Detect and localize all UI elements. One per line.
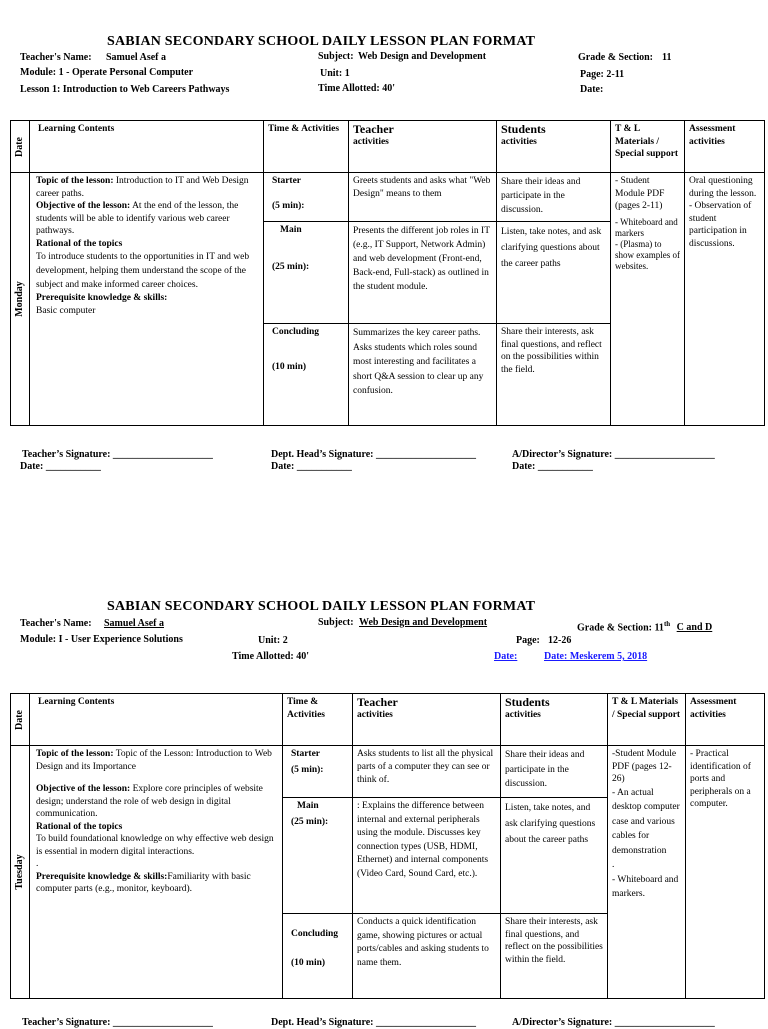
- plan2-module: Module: I - User Experience Solutions: [20, 634, 183, 645]
- plan1-subject-label: Subject:: [318, 51, 354, 62]
- teacher-activity: Asks students to list all the physical parts of a computer they can see or think of.: [353, 746, 501, 798]
- assessment-header: Assessment activities: [685, 121, 765, 173]
- plan2-title: SABIAN SECONDARY SCHOOL DAILY LESSON PLAN FORMAT: [107, 599, 536, 614]
- time-cell: Concluding (10 min): [264, 324, 349, 426]
- time-cell: Main (25 min):: [283, 798, 353, 914]
- plan2-teacher-label: Teacher's Name:: [20, 618, 92, 629]
- teacher-activities-header: Teacher activities: [349, 121, 497, 173]
- teacher-activity: Greets students and asks what "Web Design" means to them: [349, 173, 497, 222]
- plan1-grade: 11: [662, 52, 672, 63]
- plan1-subject: Web Design and Development: [358, 51, 487, 62]
- plan1-dept-signature: Dept. Head’s Signature: ____________________: [271, 449, 476, 460]
- day-cell: Tuesday: [11, 746, 30, 999]
- teacher-activity: Summarizes the key career paths. Asks students which roles sound most interesting and facilitates a short Q&A session to clear up any confusion.: [349, 324, 497, 426]
- plan2-row-starter: [11, 746, 765, 798]
- plan1-dept-sign-date: Date: ___________: [271, 461, 352, 472]
- students-activities-header: Students activities: [501, 694, 608, 746]
- plan2-teacher-signature: Teacher’s Signature: ____________________: [22, 1017, 213, 1028]
- plan1-grade-label: Grade & Section:: [578, 52, 653, 63]
- day-cell: Monday: [11, 173, 30, 426]
- learning-contents: Topic of the lesson: Introduction to IT and Web Design career paths. Objective of the lesson: At the end of the lesson, the students will be able to identify various web career pathways. Rational of the topics To introduce students to the opportunities in IT and web development, helping them understand the scope of the subject and make informed career choices. Prerequisite knowledge & skills: Basic computer: [30, 173, 264, 426]
- plan2-dept-signature: Dept. Head’s Signature: ____________________: [271, 1017, 476, 1028]
- teacher-activity: Presents the different job roles in IT (e.g., IT Support, Network Admin) and web development (Front-end, Back-end, Full-stack) as outlined in the student module.: [349, 222, 497, 324]
- assessment-header: Assessment activities: [686, 694, 765, 746]
- student-activity: Listen, take notes, and ask clarifying questions about the career paths: [497, 222, 611, 324]
- tl-materials: - Student Module PDF (pages 2-11) - Whiteboard and markers - (Plasma) to show examples of websites.: [611, 173, 685, 426]
- plan2-date-label: Date:: [494, 651, 518, 662]
- time-cell: Starter (5 min):: [283, 746, 353, 798]
- plan2-page: 12-26: [548, 635, 572, 646]
- plan2-unit: Unit: 2: [258, 635, 288, 646]
- plan1-unit: Unit: 1: [320, 68, 350, 79]
- plan1-title: SABIAN SECONDARY SCHOOL DAILY LESSON PLAN FORMAT: [107, 34, 536, 49]
- plan2-grade: Grade & Section: 11th C and D: [577, 620, 713, 634]
- teacher-activity: Conducts a quick identification game, showing pictures or actual ports/cables and asking students to name them.: [353, 914, 501, 999]
- plan2-header-row: [11, 694, 765, 746]
- date-header: Date: [11, 694, 30, 746]
- date-header: Date: [11, 121, 30, 173]
- time-cell: Concluding (10 min): [283, 914, 353, 999]
- plan2-subject-label: Subject:: [318, 617, 354, 628]
- plan1-teacher-name: Samuel Asef a: [106, 52, 166, 63]
- teacher-activity: : Explains the difference between internal and external peripherals using the module. Discusses key connection types (USB, HDMI, Ethernet) and internal components (Video Card, Sound Card, etc.).: [353, 798, 501, 914]
- time-cell: Starter (5 min):: [264, 173, 349, 222]
- student-activity: Share their interests, ask final questions, and reflect on the possibilities within the field.: [501, 914, 608, 999]
- plan2-date: Date: Meskerem 5, 2018: [544, 651, 648, 662]
- learning-contents-header: Learning Contents: [30, 121, 264, 173]
- plan1-teacher-label: Teacher's Name:: [20, 52, 92, 63]
- student-activity: Share their ideas and participate in the discussion.: [501, 746, 608, 798]
- plan1-module: Module: 1 - Operate Personal Computer: [20, 67, 194, 78]
- learning-contents: Topic of the lesson: Topic of the Lesson: Introduction to Web Design and its Importance Objective of the lesson: Explore core principles of website design; understand the role of web design in digital communication. Rational of the topics To build foundational knowledge on why effective web design is essential in modern digital interactions. . Prerequisite knowledge & skills:Familiarity with basic computer parts (e.g., monitor, keyboard).: [30, 746, 283, 999]
- plan1-director-signature: A/Director’s Signature: ____________________: [512, 449, 715, 460]
- plan1-date-label: Date:: [580, 84, 604, 95]
- student-activity: Listen, take notes, and ask clarifying questions about the career paths: [501, 798, 608, 914]
- plan2-teacher-name: Samuel Asef a: [104, 618, 164, 629]
- tl-materials-header: T & L Materials / Special support: [611, 121, 685, 173]
- tl-materials-header: T & L Materials / Special support: [608, 694, 686, 746]
- student-activity: Share their ideas and participate in the discussion.: [497, 173, 611, 222]
- plan2-table: [10, 693, 765, 999]
- plan1-table: [10, 120, 765, 426]
- assessment: Oral questioning during the lesson. - Observation of student participation in discussions.: [685, 173, 765, 426]
- plan1-teacher-sign-date: Date: ___________: [20, 461, 101, 472]
- plan1-page: Page: 2-11: [580, 69, 625, 80]
- plan2-page-label: Page:: [516, 635, 540, 646]
- students-activities-header: Students activities: [497, 121, 611, 173]
- plan2-time-allotted: Time Allotted: 40': [232, 651, 310, 662]
- time-activities-header: Time & Activities: [264, 121, 349, 173]
- student-activity: Share their interests, ask final questions, and reflect on the possibilities within the field.: [497, 324, 611, 426]
- time-cell: Main (25 min):: [264, 222, 349, 324]
- plan1-row-starter: [11, 173, 765, 222]
- assessment: - Practical identification of ports and peripherals on a computer.: [686, 746, 765, 999]
- learning-contents-header: Learning Contents: [30, 694, 283, 746]
- plan2-director-signature: A/Director’s Signature: ____________________: [512, 1017, 715, 1028]
- plan1-header-row: [11, 121, 765, 173]
- plan1-time-allotted: Time Allotted: 40': [318, 83, 396, 94]
- time-activities-header: Time & Activities: [283, 694, 353, 746]
- plan2-subject: Web Design and Development: [359, 617, 488, 628]
- plan1-teacher-signature: Teacher’s Signature: ____________________: [22, 449, 213, 460]
- teacher-activities-header: Teacher activities: [353, 694, 501, 746]
- plan1-director-sign-date: Date: ___________: [512, 461, 593, 472]
- tl-materials: -Student Module PDF (pages 12-26) - An actual desktop computer case and various cables for demonstration . - Whiteboard and markers.: [608, 746, 686, 999]
- plan1-lesson: Lesson 1: Introduction to Web Careers Pathways: [20, 84, 230, 95]
